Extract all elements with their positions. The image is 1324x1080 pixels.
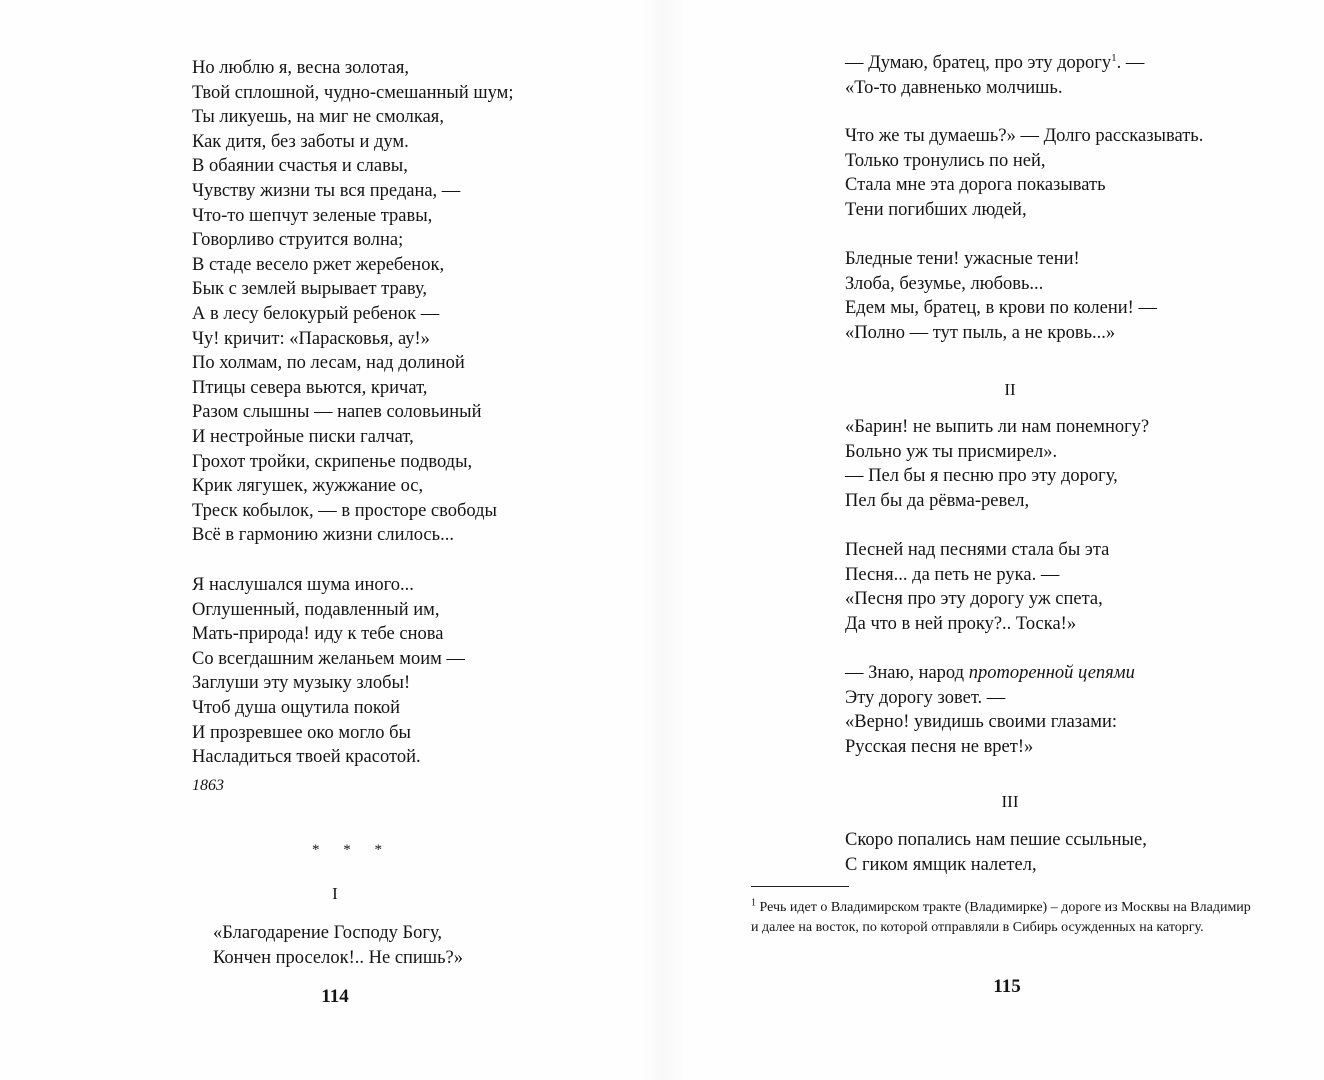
- footnote-mark: 1: [751, 897, 756, 909]
- poem-line: «Песня про эту дорогу уж спета,: [845, 589, 1103, 610]
- poem-line: Заглуши эту музыку злобы!: [192, 673, 411, 694]
- poem-date: 1863: [192, 777, 224, 794]
- poem-line: Чу! кричит: «Парасковья, ау!»: [192, 328, 430, 349]
- poem-line: Треск кобылок, — в просторе свободы: [192, 500, 497, 521]
- poem-line: [845, 661, 1135, 686]
- poem-line: Ты ликуешь, на миг не смолкая,: [192, 107, 444, 128]
- poem-stanza: [213, 921, 463, 970]
- poem-line: В стаде весело ржет жеребенок,: [192, 254, 445, 275]
- poem-line: Грохот тройки, скрипенье подводы,: [192, 451, 473, 472]
- poem-line: Песней над песнями стала бы эта: [845, 540, 1110, 560]
- page-number: 115: [993, 976, 1021, 997]
- footnote-text: Речь идет о Владимирском тракте (Владимирке) – дороге из Москвы на Владимир и далее на восток, по которой отправляли в Сибирь осужденных на каторгу.: [751, 900, 1251, 935]
- poem-line: Песня... да петь не рука. —: [845, 564, 1060, 585]
- poem-line: Стала мне эта дорога показывать: [845, 175, 1106, 196]
- poem-line: Русская песня не врет!»: [845, 736, 1034, 757]
- section-number: II: [1004, 380, 1016, 399]
- line-text: — Знаю, народ: [845, 663, 969, 683]
- page-number: 114: [321, 986, 349, 1007]
- poem-line: Чувству жизни ты вся предана, —: [192, 180, 461, 201]
- poem-line: Кончен проселок!.. Не спишь?»: [213, 947, 463, 968]
- poem-line: Что же ты думаешь?» — Долго рассказывать.: [845, 126, 1204, 146]
- poem-line: Бык с землей вырывает траву,: [192, 279, 428, 300]
- poem-line: Как дитя, без заботы и дум.: [192, 131, 409, 152]
- poem-line: [845, 51, 1144, 76]
- poem-line: Твой сплошной, чудно-смешанный шум;: [192, 82, 514, 103]
- poem-line: А в лесу белокурый ребенок —: [192, 303, 440, 324]
- poem-line: Говорливо струится волна;: [192, 230, 404, 251]
- poem-line: Эту дорогу зовет. —: [845, 687, 1006, 708]
- line-text: . —: [1116, 53, 1145, 73]
- poem-line: С гиком ямщик налетел,: [845, 854, 1037, 875]
- section-number: III: [1001, 792, 1019, 811]
- poem-line: Всё в гармонию жизни слилось...: [192, 525, 454, 546]
- poem-stanza: [845, 124, 1203, 222]
- poem-line: Бледные тени! ужасные тени!: [845, 249, 1080, 269]
- poem-line: И нестройные писки галчат,: [192, 426, 414, 447]
- poem-line: Да что в ней проку?.. Тоска!»: [845, 613, 1077, 634]
- poem-line: Больно уж ты присмирел».: [845, 441, 1058, 462]
- poem-line: Насладиться твоей красотой.: [192, 747, 421, 768]
- poem-line: Со всегдашним желаньем моим —: [192, 648, 465, 669]
- poem-line: Тени погибших людей,: [845, 199, 1027, 220]
- poem-line: Скоро попались нам пешие ссыльные,: [845, 830, 1147, 850]
- poem-line: Только тронулись по ней,: [845, 150, 1046, 171]
- poem-line: «Верно! увидишь своими глазами:: [845, 712, 1118, 733]
- poem-line: — Пел бы я песню про эту дорогу,: [845, 466, 1118, 487]
- poem-stanza: [845, 415, 1149, 513]
- poem-stanza: [845, 538, 1109, 636]
- section-asterisks: * * *: [312, 842, 392, 858]
- section-number: I: [332, 884, 338, 903]
- poem-line: В обаянии счастья и славы,: [192, 156, 408, 177]
- poem-line: Едем мы, братец, в крови по колени! —: [845, 298, 1157, 319]
- footnote-divider: [751, 886, 849, 887]
- poem-line: Птицы севера вьются, кричат,: [192, 377, 428, 398]
- footnote: [751, 898, 1256, 938]
- poem-line: Но люблю я, весна золотая,: [192, 58, 410, 78]
- poem-line: Оглушенный, подавленный им,: [192, 599, 440, 620]
- poem-stanza: [845, 661, 1135, 759]
- poem-stanza: [845, 247, 1157, 345]
- poem-line: Я наслушался шума иного...: [192, 575, 414, 595]
- poem-line: Мать-природа! иду к тебе снова: [192, 624, 444, 645]
- poem-line: Крик лягушек, жужжание ос,: [192, 476, 424, 497]
- poem-line: Злоба, безумье, любовь...: [845, 273, 1044, 294]
- poem-stanza: [192, 56, 513, 548]
- poem-line: «Барин! не выпить ли нам понемногу?: [845, 417, 1150, 437]
- line-text: — Думаю, братец, про эту дорогу: [845, 53, 1112, 73]
- poem-line: И прозревшее око могло бы: [192, 722, 411, 743]
- footnote-reference[interactable]: 1: [1111, 51, 1117, 64]
- poem-line: «Полно — тут пыль, а не кровь...»: [845, 322, 1116, 343]
- poem-line: Чтоб душа ощутила покой: [192, 697, 401, 718]
- poem-line: Разом слышны — напев соловьиный: [192, 402, 482, 423]
- poem-line: «Благодарение Господу Богу,: [213, 923, 443, 943]
- poem-line: Что-то шепчут зеленые травы,: [192, 205, 433, 226]
- poem-line: По холмам, по лесам, над долиной: [192, 353, 465, 374]
- poem-stanza: [192, 573, 465, 770]
- italic-phrase: проторенной цепями: [968, 663, 1135, 683]
- poem-line: «То-то давненько молчишь.: [845, 77, 1063, 98]
- poem-stanza: [845, 828, 1147, 877]
- poem-stanza: [845, 51, 1144, 100]
- poem-line: Пел бы да рёвма-ревел,: [845, 490, 1030, 511]
